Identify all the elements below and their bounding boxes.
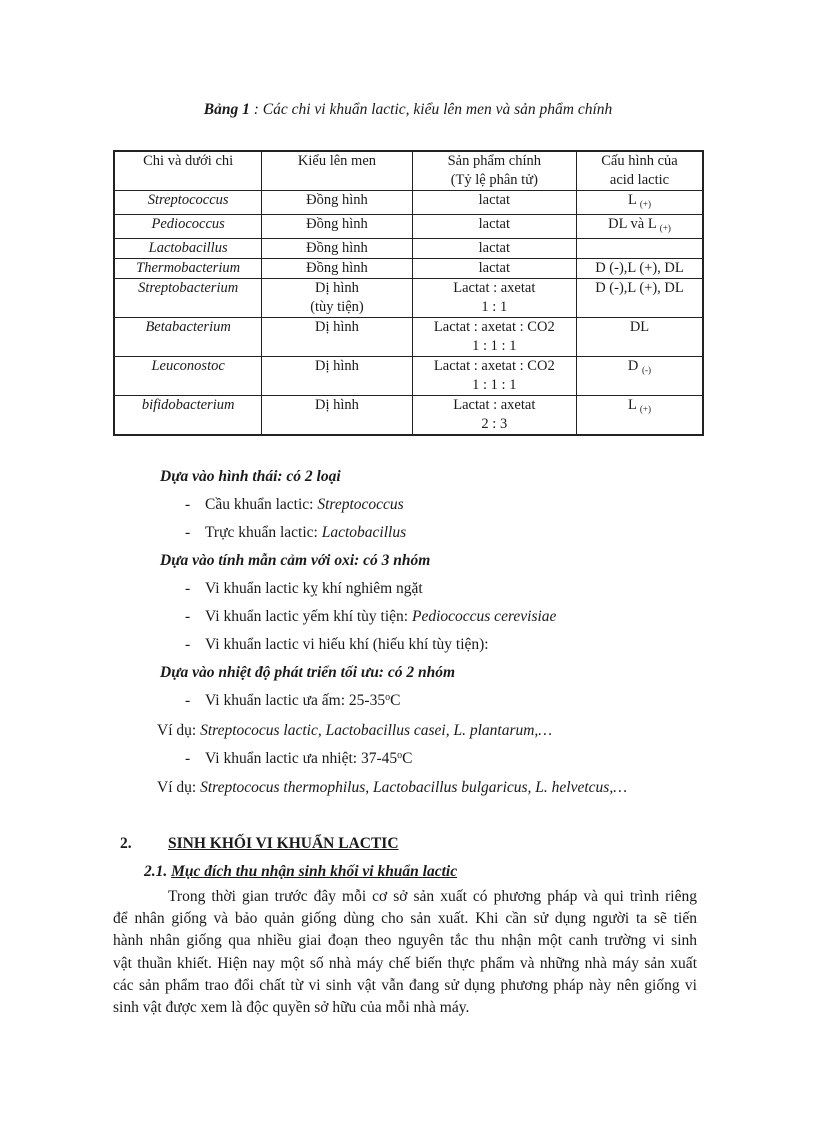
- cell-config: D (-),L (+), DL: [576, 279, 703, 318]
- header-config: Cấu hình của acid lactic: [576, 151, 703, 191]
- header-product: Sản phẩm chính (Tỷ lệ phân tử): [412, 151, 576, 191]
- cell-type: Đồng hình: [262, 215, 412, 239]
- table-row: [114, 279, 703, 318]
- list-item: - Cầu khuẩn lactic: Streptococcus: [185, 496, 404, 513]
- cell-genus: Pediococcus: [114, 215, 262, 239]
- oxygen-heading: Dựa vào tính mẫn cảm với oxi: có 3 nhóm: [160, 552, 431, 569]
- cell-genus: Betabacterium: [114, 318, 262, 357]
- table-caption: [0, 101, 816, 119]
- morphology-heading: Dựa vào hình thái: có 2 loại: [160, 468, 341, 485]
- cell-product: lactat: [412, 191, 576, 215]
- cell-product: lactat: [412, 259, 576, 279]
- cell-config: DL: [576, 318, 703, 357]
- header-type: Kiểu lên men: [262, 151, 412, 191]
- cell-genus: Leuconostoc: [114, 357, 262, 396]
- section-heading: 2. SINH KHỐI VI KHUẨN LACTIC: [120, 835, 399, 852]
- header-genus: Chi và dưới chi: [114, 151, 262, 191]
- cell-genus: bifidobacterium: [114, 396, 262, 436]
- cell-product: Lactat : axetat 2 : 3: [412, 396, 576, 436]
- table-row: [114, 239, 703, 259]
- cell-config: [576, 239, 703, 259]
- table-row: [114, 191, 703, 215]
- cell-genus: Streptococcus: [114, 191, 262, 215]
- cell-type: Dị hình: [262, 396, 412, 436]
- list-item: - Vi khuẩn lactic yếm khí tùy tiện: Pediococcus cerevisiae: [185, 608, 557, 625]
- subsection-heading: 2.1. Mục đích thu nhận sinh khối vi khuẩn lactic: [144, 863, 458, 880]
- cell-type: Dị hình (tùy tiện): [262, 279, 412, 318]
- example-line: Ví dụ: Streptococus thermophilus, Lactobacillus bulgaricus, L. helvetcus,…: [157, 779, 627, 796]
- caption-text: : Các chi vi khuẩn lactic, kiểu lên men và sản phẩm chính: [249, 101, 613, 118]
- example-line: Ví dụ: Streptococus lactic, Lactobacillus casei, L. plantarum,…: [157, 722, 553, 739]
- cell-genus: Streptobacterium: [114, 279, 262, 318]
- cell-config: L $_{(+)}$: [576, 396, 703, 436]
- cell-config: D (-),L (+), DL: [576, 259, 703, 279]
- table-row: [114, 318, 703, 357]
- bacteria-table: [113, 150, 704, 436]
- cell-config: D $_{(-)}$: [576, 357, 703, 396]
- body-paragraph: Trong thời gian trước đây mỗi cơ sở sản xuất có phương pháp và qui trình riêng để nhân giống và bảo quản giống dùng cho sản xuất. Khi cần sử dụng người ta sẽ tiến hành nhân giống qua nhiều giai đoạn theo nguyên tắc thu nhận một canh trường vi sinh vật thuần khiết. Hiện nay một số nhà máy chế biến thực phẩm và những nhà máy sản xuất các sản phẩm trao đổi chất từ vi sinh vật vẫn đang sử dụng phương pháp này nên giống vi sinh vật được xem là độc quyền sở hữu của mỗi nhà máy.: [113, 888, 697, 1017]
- caption-label: Bảng 1: [203, 101, 250, 118]
- list-item: - Vi khuẩn lactic ưa nhiệt: 37-45$^o$C: [185, 750, 413, 767]
- table-row: [114, 259, 703, 279]
- table-row: [114, 396, 703, 436]
- cell-product: Lactat : axetat : CO2 1 : 1 : 1: [412, 357, 576, 396]
- cell-type: Đồng hình: [262, 259, 412, 279]
- cell-type: Dị hình: [262, 318, 412, 357]
- cell-type: Đồng hình: [262, 239, 412, 259]
- cell-product: Lactat : axetat 1 : 1: [412, 279, 576, 318]
- cell-type: Dị hình: [262, 357, 412, 396]
- cell-config: L $_{(+)}$: [576, 191, 703, 215]
- list-item: - Vi khuẩn lactic kỵ khí nghiêm ngặt: [185, 580, 423, 597]
- cell-type: Đồng hình: [262, 191, 412, 215]
- list-item: - Vi khuẩn lactic vi hiếu khí (hiếu khí tùy tiện):: [185, 636, 489, 653]
- table-row: [114, 215, 703, 239]
- cell-genus: Lactobacillus: [114, 239, 262, 259]
- cell-genus: Thermobacterium: [114, 259, 262, 279]
- cell-product: Lactat : axetat : CO2 1 : 1 : 1: [412, 318, 576, 357]
- cell-config: DL và L $_{(+)}$: [576, 215, 703, 239]
- cell-product: lactat: [412, 215, 576, 239]
- list-item: - Trực khuẩn lactic: Lactobacillus: [185, 524, 407, 541]
- temperature-heading: Dựa vào nhiệt độ phát triển tối ưu: có 2 nhóm: [160, 664, 456, 681]
- table-row: [114, 357, 703, 396]
- table-header-row: [114, 151, 703, 191]
- cell-product: lactat: [412, 239, 576, 259]
- list-item: - Vi khuẩn lactic ưa ấm: 25-35$^o$C: [185, 692, 401, 709]
